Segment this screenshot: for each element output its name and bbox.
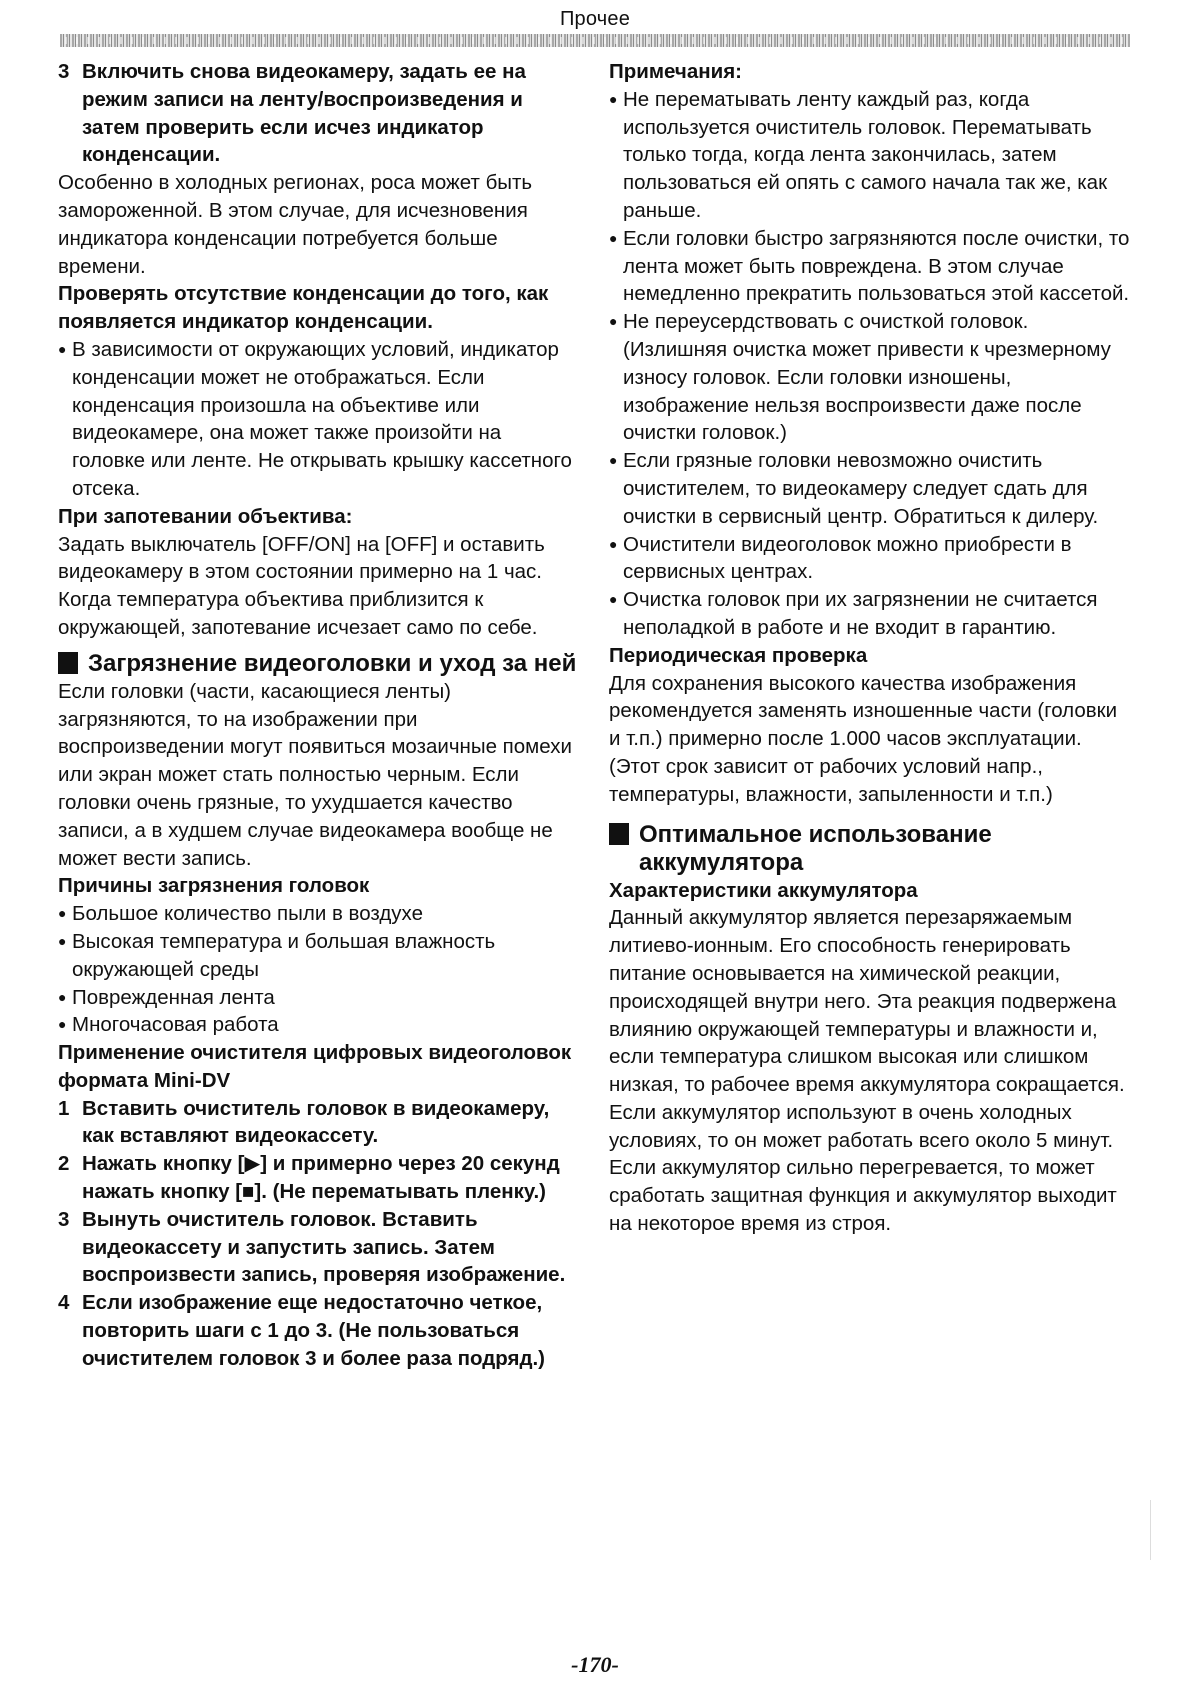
cleaner-step: [58, 1095, 578, 1151]
left-column: [58, 58, 578, 1373]
section-title: Загрязнение видеоголовки и уход за ней: [88, 649, 577, 677]
step-number: 1: [58, 1096, 70, 1120]
step-number: 3: [58, 1207, 70, 1231]
bullet-icon: ●: [58, 340, 67, 357]
cause-item: [58, 928, 578, 984]
periodic-check-paragraph: Для сохранения высокого качества изображения рекомендуется заменять изношенные части (головки и т.п.) примерно после 1.000 часов эксплуатации. (Этот срок зависит от рабочих условий напр., температуры, влажности, запыленности и т.п.): [609, 671, 1118, 806]
cause-text: Многочасовая работа: [72, 1013, 279, 1037]
note-item: [609, 586, 1134, 642]
check-condensation-bullet: [58, 336, 578, 503]
step-number: 3: [58, 60, 70, 83]
bullet-text: В зависимости от окружающих условий, индикатор конденсации может не отображаться. Если конденсация произошла на объективе или видеокамере, она может также произойти на головке или ленте. Не открывать крышку кассетного отсека.: [72, 337, 572, 500]
scan-edge-mark: [1150, 1500, 1151, 1560]
note-text: Не перематывать ленту каждый раз, когда используется очиститель головок. Перематывать только тогда, когда лента закончилась, затем пользоваться ей опять с самого начала так же, как раньше.: [623, 87, 1108, 222]
note-item: [609, 447, 1134, 530]
note-text: Если головки быстро загрязняются после очистки, то лента может быть повреждена. В этом случае немедленно прекратить пользоваться этой кассетой.: [623, 226, 1130, 306]
battery-paragraph: Данный аккумулятор является перезаряжаемым литиево-ионным. Его способность генерировать питание основывается на химической реакции, происходящей внутри него. Эта реакция подвержена влиянию окружающей температуры и влажности и, если температура слишком высокая или слишком низкая, то рабочее время аккумулятора сокращается. Если аккумулятор используют в очень холодных условиях, то он может работать всего около 5 минут. Если аккумулятор сильно перегревается, то может сработать защитная функция и аккумулятор выходит на некоторое время из строя.: [609, 906, 1125, 1236]
bullet-icon: ●: [609, 229, 618, 246]
cause-item: [58, 1011, 578, 1039]
periodic-check-heading: Периодическая проверка: [609, 643, 868, 667]
cleaner-heading: Применение очистителя цифровых видеоголовок формата Mini-DV: [58, 1041, 572, 1092]
causes-heading: Причины загрязнения головок: [58, 874, 370, 898]
battery-characteristics-heading: Характеристики аккумулятора: [609, 878, 918, 902]
cause-item: [58, 900, 578, 928]
step-text: Включить снова видеокамеру, задать ее на режим записи на ленту/воспроизведения и затем проверить если исчез индикатор конденсации.: [82, 60, 526, 167]
cold-regions-paragraph: Особенно в холодных регионах, роса может быть замороженной. В этом случае, для исчезновения индикатора конденсации потребуется больше времени.: [58, 171, 533, 278]
bullet-icon: ●: [609, 591, 618, 608]
note-item: [609, 308, 1134, 447]
step-text: Вынуть очиститель головок. Вставить видеокассету и запустить запись. Затем воспроизвести запись, проверяя изображение.: [82, 1207, 566, 1287]
cause-text: Большое количество пыли в воздухе: [72, 902, 423, 926]
step-3-turn-on: [58, 58, 578, 169]
cleaner-step: [58, 1289, 578, 1372]
lens-fog-heading: При запотевании объектива:: [58, 504, 353, 528]
bullet-icon: ●: [609, 452, 618, 469]
bullet-icon: ●: [609, 535, 618, 552]
bullet-icon: ●: [609, 313, 618, 330]
bullet-icon: ●: [58, 932, 67, 949]
step-text: Если изображение еще недостаточно четкое, повторить шаги с 1 до 3. (Не пользоваться очистителем головок 3 и более раза подряд.): [82, 1291, 546, 1370]
section-square-icon: [58, 652, 78, 674]
note-item: [609, 86, 1134, 225]
header-divider-band: [60, 34, 1130, 47]
step-number: 2: [58, 1152, 70, 1176]
cause-text: Высокая температура и большая влажность окружающей среды: [72, 929, 496, 981]
cause-text: Поврежденная лента: [72, 985, 275, 1009]
step-text: Нажать кнопку [▶] и примерно через 20 секунд нажать кнопку [■]. (Не перематывать пленку.): [82, 1152, 560, 1204]
cleaner-step: [58, 1150, 578, 1206]
note-text: Если грязные головки невозможно очистить очистителем, то видеокамеру следует сдать для очистки в сервисный центр. Обратиться к дилеру.: [623, 449, 1099, 528]
page-number: -170-: [571, 1652, 619, 1677]
right-column: [609, 58, 1134, 1238]
step-number: 4: [58, 1291, 70, 1315]
section-heading-battery: [609, 821, 1134, 877]
notes-heading: Примечания:: [609, 60, 742, 83]
note-text: Очистка головок при их загрязнении не считается неполадкой в работе и не входит в гарантию.: [623, 588, 1098, 639]
bullet-icon: ●: [609, 90, 618, 107]
step-text: Вставить очиститель головок в видеокамеру, как вставляют видеокассету.: [82, 1096, 550, 1148]
section-square-icon: [609, 823, 629, 845]
section-heading-head-cleaning: [58, 650, 578, 678]
page-header-title: Прочее: [559, 8, 631, 30]
cause-item: [58, 984, 578, 1012]
check-condensation-heading: Проверять отсутствие конденсации до того, как появляется индикатор конденсации.: [58, 282, 549, 334]
bullet-icon: ●: [58, 1016, 67, 1033]
note-item: [609, 225, 1134, 308]
bullet-icon: ●: [58, 905, 67, 922]
cleaner-step: [58, 1206, 578, 1289]
lens-fog-paragraph: Задать выключатель [OFF/ON] на [OFF] и оставить видеокамеру в этом состоянии примерно на 1 час. Когда температура объектива приблизится к окружающей, запотевание исчезает само по себе.: [58, 532, 545, 639]
bullet-icon: ●: [58, 988, 67, 1005]
section-title: Оптимальное использование аккумулятора: [639, 820, 992, 876]
note-text: Очистители видеоголовок можно приобрести в сервисных центрах.: [623, 532, 1072, 584]
heads-intro-paragraph: Если головки (части, касающиеся ленты) загрязняются, то на изображении при воспроизведении могут появиться мозаичные помехи или экран может стать полностью черным. Если головки очень грязные, то ухудшается качество записи, а в худшем случае видеокамера вообще не может вести запись.: [58, 679, 572, 870]
note-item: [609, 531, 1134, 587]
note-text: Не переусердствовать с очисткой головок. (Излишняя очистка может привести к чрезмерному износу головок. Если головки изношены, изображение нельзя воспроизвести даже после очистки головок.): [623, 310, 1111, 445]
